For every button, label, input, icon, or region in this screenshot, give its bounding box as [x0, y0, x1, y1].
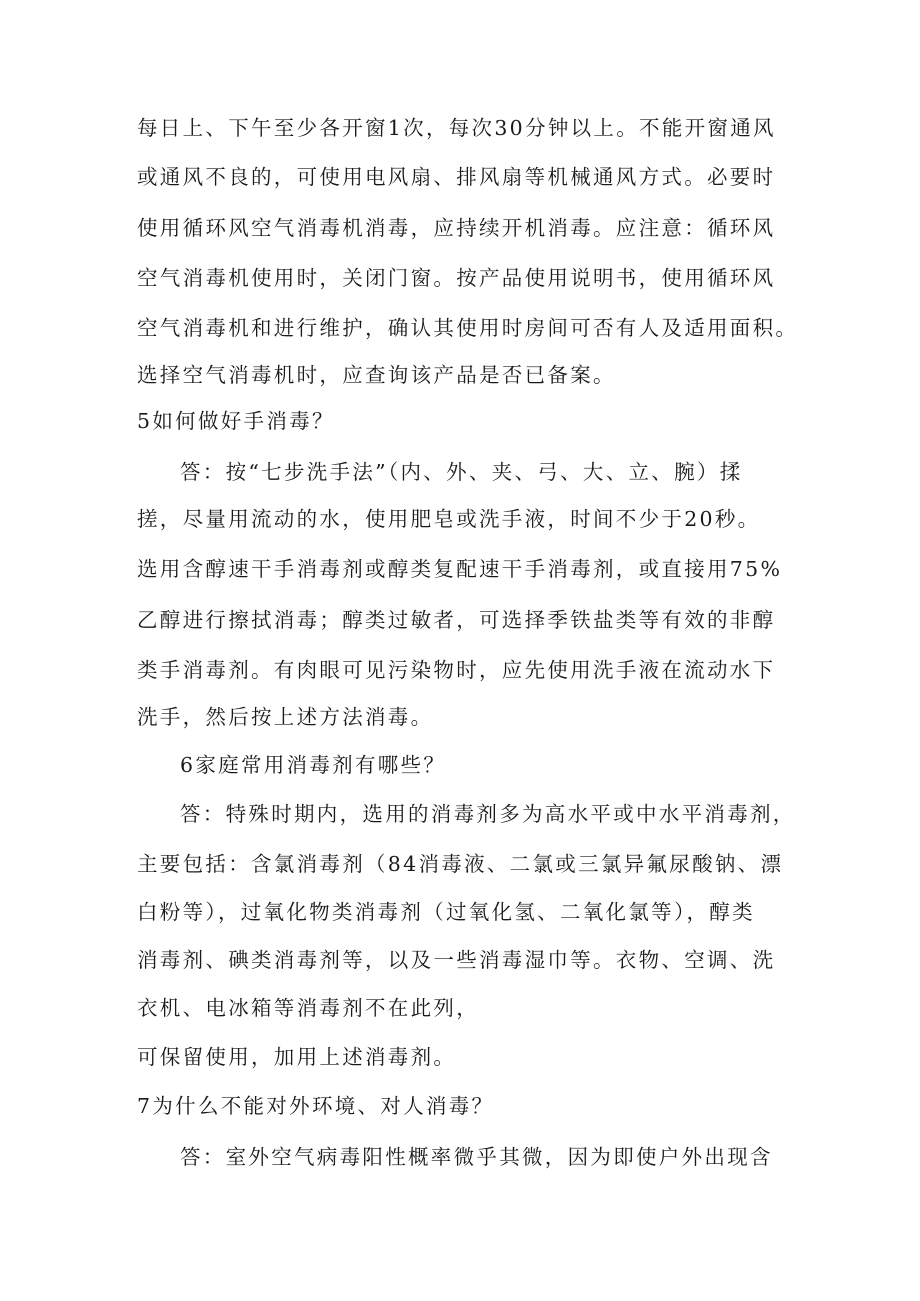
question-heading: 6家庭常用消毒剂有哪些？	[180, 753, 447, 777]
paragraph-line: 乙醇进行擦拭消毒；醇类过敏者，可选择季铁盐类等有效的非醇	[137, 608, 776, 632]
paragraph-line: 空气消毒机使用时，关闭门窗。按产品使用说明书，使用循环风	[137, 266, 776, 290]
paragraph-line: 主要包括：含氯消毒剂（84消毒液、二氯或三氯异氟尿酸钠、漂	[137, 852, 784, 876]
question-heading: 5如何做好手消毒？	[137, 409, 335, 433]
question-heading: 7为什么不能对外环境、对人消毒？	[137, 1094, 495, 1118]
paragraph-line: 可保留使用，加用上述消毒剂。	[137, 1045, 457, 1069]
paragraph-line: 或通风不良的，可使用电风扇、排风扇等机械通风方式。必要时	[137, 165, 776, 189]
paragraph-line: 白粉等），过氧化物类消毒剂（过氧化氢、二氧化氯等），醇类	[137, 900, 755, 924]
paragraph-line: 每日上、下午至少各开窗1次，每次30分钟以上。不能开窗通风	[137, 116, 776, 140]
paragraph-line: 衣机、电冰箱等消毒剂不在此列，	[137, 996, 479, 1020]
paragraph-line: 选用含醇速干手消毒剂或醇类复配速干手消毒剂，或直接用75%	[137, 557, 783, 581]
answer-line: 答：按“七步洗手法”（内、外、夹、弓、大、立、腕）揉	[180, 460, 743, 484]
paragraph-line: 类手消毒剂。有肉眼可见污染物时，应先使用洗手液在流动水下	[137, 658, 776, 682]
answer-line: 答：室外空气病毒阳性概率微乎其微，因为即使户外出现含	[180, 1145, 773, 1169]
paragraph-line: 使用循环风空气消毒机消毒，应持续开机消毒。应注意：循环风	[137, 216, 776, 240]
paragraph-line: 选择空气消毒机时，应查询该产品是否已备案。	[137, 363, 616, 387]
paragraph-line: 消毒剂、碘类消毒剂等，以及一些消毒湿巾等。衣物、空调、洗	[137, 948, 776, 972]
paragraph-line: 搓，尽量用流动的水，使用肥皂或洗手液，时间不少于20秒。	[137, 507, 761, 531]
paragraph-line: 洗手，然后按上述方法消毒。	[137, 705, 434, 729]
answer-line: 答：特殊时期内，选用的消毒剂多为高水平或中水平消毒剂，	[180, 802, 796, 826]
paragraph-line: 空气消毒机和进行维护，确认其使用时房间可否有人及适用面积。	[137, 316, 799, 340]
